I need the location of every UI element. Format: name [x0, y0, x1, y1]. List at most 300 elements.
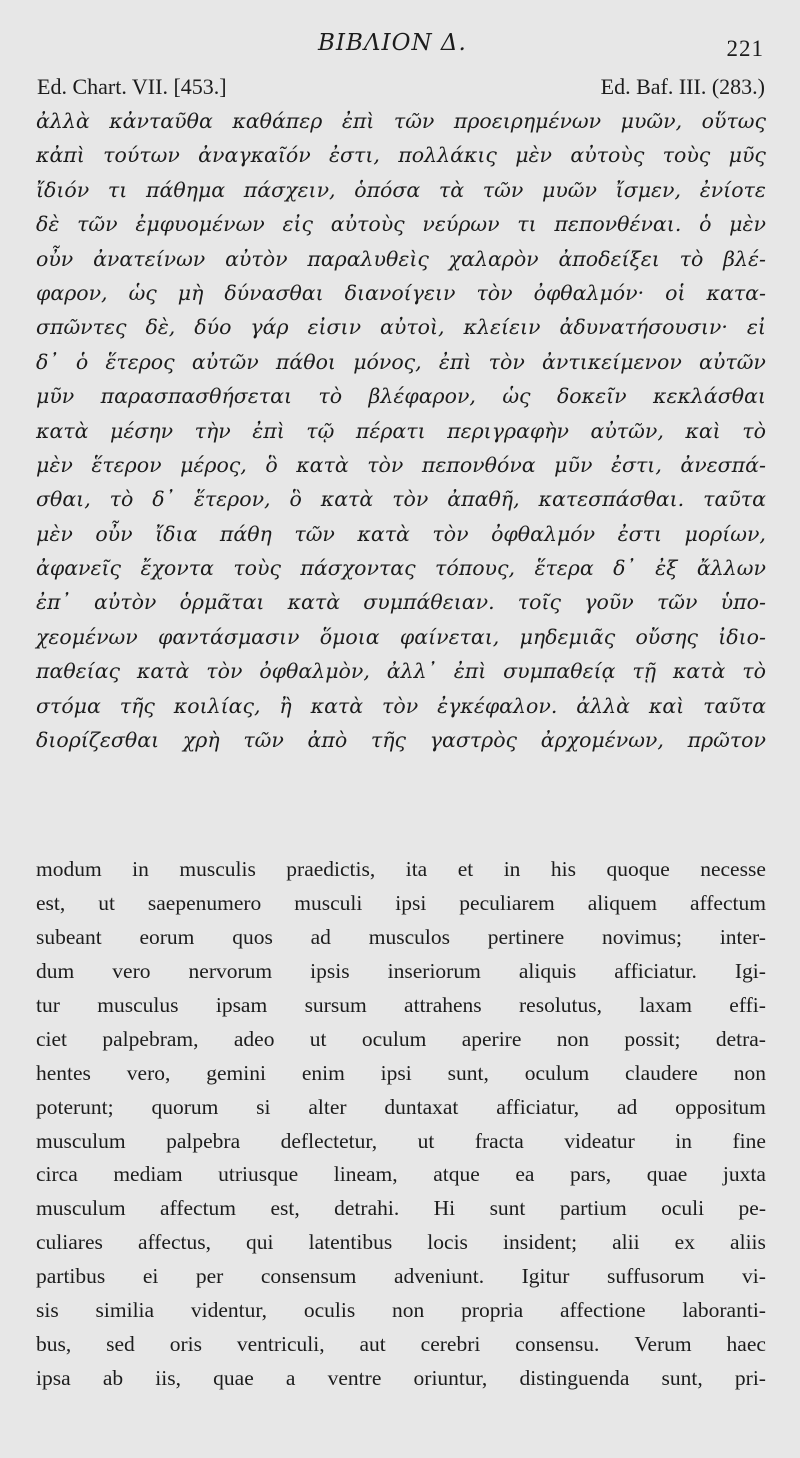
word: ἐγκέφαλον.	[437, 693, 558, 718]
word: ad	[310, 924, 331, 949]
greek-line	[36, 517, 766, 551]
word: ἕτερον	[91, 452, 162, 477]
word: μηδεμιᾶς	[519, 624, 616, 649]
word: μὲν	[36, 452, 73, 477]
word: ὀφθαλμόν	[491, 521, 596, 546]
word: et	[457, 857, 474, 881]
word: musculis	[179, 857, 256, 881]
word: κατὰ	[296, 452, 349, 477]
word: κἀνταῦθα	[109, 109, 213, 133]
word: latentibus	[308, 1230, 393, 1255]
word: oculis	[303, 1298, 356, 1323]
page-number: 221	[726, 36, 764, 61]
word: τὸ	[109, 487, 134, 512]
word: videatur	[564, 1128, 635, 1153]
word: ὀφθαλμὸν,	[259, 659, 370, 684]
word: ἐμφυομένων	[135, 212, 265, 237]
word: ἀνατείνων	[93, 246, 206, 271]
word: πεπονθέναι.	[554, 212, 682, 237]
word: τι	[517, 212, 537, 237]
word: ut	[417, 1128, 435, 1153]
word: vero	[112, 958, 151, 983]
word: partibus	[36, 1264, 106, 1289]
word: γοῦν	[584, 590, 634, 615]
word: κατὰ	[136, 659, 190, 684]
word: affectus,	[137, 1230, 211, 1255]
word: modum	[36, 857, 102, 881]
word: palpebram,	[102, 1026, 199, 1051]
latin-line	[36, 1023, 766, 1057]
word: σπῶντες	[36, 315, 127, 340]
greek-line	[36, 310, 766, 344]
latin-line	[36, 1226, 766, 1260]
word: ἄλλων	[696, 556, 766, 581]
word: μὲν	[36, 521, 73, 546]
word: atque	[433, 1162, 480, 1187]
word: afficiatur.	[614, 958, 697, 983]
greek-line	[36, 207, 766, 241]
word: quorum	[151, 1094, 219, 1119]
word: necesse	[700, 857, 766, 881]
word: ὁ	[699, 212, 712, 237]
word: σθαι,	[36, 487, 91, 512]
word: est,	[36, 890, 66, 915]
word: ἐνίοτε	[699, 177, 766, 202]
word: suffusorum	[606, 1264, 705, 1289]
word: τῶν	[482, 177, 524, 202]
word: ἔχοντα	[140, 556, 214, 581]
word: ab	[102, 1366, 124, 1391]
word: quoque	[606, 857, 670, 881]
word: vi-	[742, 1264, 766, 1289]
word: Igitur	[521, 1264, 570, 1289]
word: δοκεῖν	[556, 384, 627, 409]
word: ἀναγκαῖόν	[198, 143, 311, 168]
word: oris	[169, 1332, 202, 1357]
word: attrahens	[404, 992, 482, 1017]
word: ἐπὶ	[341, 109, 375, 133]
word: ἀφανεῖς	[36, 556, 122, 581]
word: oppositum	[675, 1094, 766, 1119]
greek-line	[36, 723, 766, 757]
word: musculus	[97, 992, 179, 1017]
word: βλέ-	[723, 246, 766, 271]
word: adveniunt.	[393, 1264, 485, 1289]
word: φαρον,	[36, 280, 108, 305]
latin-line	[36, 1294, 766, 1328]
word: τὰ	[438, 177, 465, 202]
word: οὖν	[95, 521, 133, 546]
word: ἐστι,	[329, 143, 380, 168]
word: Verum	[634, 1332, 692, 1357]
word: ipsa	[36, 1366, 71, 1391]
word: τῆς	[370, 728, 407, 753]
word: νεύρων	[422, 212, 500, 237]
word: partium	[559, 1196, 627, 1221]
word: musculum	[36, 1128, 126, 1153]
word: lineam,	[333, 1162, 398, 1187]
word: non	[556, 1026, 589, 1051]
word: ἀδυνατήσουσιν·	[559, 315, 728, 340]
latin-line	[36, 1091, 766, 1125]
greek-line	[36, 138, 766, 172]
word: in	[503, 857, 521, 881]
word: κατὰ	[320, 487, 374, 512]
word: afficiatur,	[496, 1094, 580, 1119]
word: resolutus,	[519, 992, 603, 1017]
word: τὸν	[488, 349, 525, 374]
greek-line	[36, 654, 766, 688]
greek-line	[36, 104, 766, 138]
word: inseriorum	[387, 958, 481, 983]
word: δύνασθαι	[224, 280, 324, 305]
latin-line	[36, 1158, 766, 1192]
word: αὐτῶν	[191, 349, 259, 374]
word: μυῶν	[542, 177, 597, 202]
word: non	[392, 1298, 425, 1323]
word: στόμα	[36, 693, 101, 718]
word: ὁ	[75, 349, 89, 374]
word: per	[195, 1264, 224, 1289]
word: consensu.	[515, 1332, 600, 1357]
word: nervorum	[188, 958, 273, 983]
word: ἐστι,	[610, 452, 662, 477]
word: αὐτὸν	[225, 246, 288, 271]
word: eorum	[139, 924, 195, 949]
word: ὁρμᾶται	[179, 590, 265, 615]
word: μῦν	[554, 452, 593, 477]
word: mediam	[113, 1162, 183, 1187]
word: affectum	[160, 1196, 237, 1221]
latin-line	[36, 887, 766, 921]
word: ciet	[36, 1026, 68, 1051]
word: οὔσης	[635, 624, 699, 649]
word: praedictis,	[286, 857, 376, 881]
word: saepenumero	[147, 890, 262, 915]
word: fracta	[474, 1128, 524, 1153]
word: βλέφαρον,	[368, 384, 476, 409]
word: ἕτερον,	[193, 487, 271, 512]
word: τὸ	[742, 418, 766, 443]
word: non	[733, 1060, 766, 1085]
word: ἢ	[279, 693, 292, 718]
word: τὴν	[194, 418, 231, 443]
word: μόνος,	[353, 349, 422, 374]
word: similia	[95, 1298, 155, 1323]
word: μῦς	[728, 143, 766, 168]
word: τὸν	[392, 487, 429, 512]
word: κλείειν	[463, 315, 541, 340]
word: τὸν	[432, 521, 469, 546]
word: κατὰ	[36, 418, 89, 443]
word: τῶν	[393, 109, 435, 133]
word: πέρατι	[355, 418, 426, 443]
word: συμπαθείᾳ	[503, 659, 616, 684]
word: μέρος,	[180, 452, 247, 477]
word: cerebri	[420, 1332, 481, 1357]
word: alter	[308, 1094, 347, 1119]
word: προειρημένων	[453, 109, 602, 133]
word: effi-	[729, 992, 766, 1017]
word: εἰ	[746, 315, 766, 340]
word: pertinere	[487, 924, 565, 949]
latin-line	[36, 955, 766, 989]
word: possit;	[624, 1026, 681, 1051]
word: ventriculi,	[236, 1332, 325, 1357]
word: affectum	[689, 890, 766, 915]
word: χεομένων	[36, 624, 138, 649]
word: quos	[232, 924, 273, 949]
word: πρῶτον	[687, 728, 766, 753]
word: bus,	[36, 1332, 72, 1357]
word: παθείας	[36, 659, 121, 684]
word: πεπονθόνα	[421, 452, 536, 477]
word: aliquem	[587, 890, 657, 915]
word: laxam	[639, 992, 692, 1017]
word: palpebra	[166, 1128, 241, 1153]
latin-line	[36, 853, 766, 887]
word: χρὴ	[182, 728, 220, 753]
word: τὸ	[742, 659, 766, 684]
word: alii	[612, 1230, 640, 1255]
word: novimus;	[601, 924, 683, 949]
word: claudere	[625, 1060, 698, 1085]
word: insident;	[502, 1230, 578, 1255]
word: aperire	[461, 1026, 522, 1051]
word: sursum	[304, 992, 367, 1017]
word: χαλαρὸν	[448, 246, 539, 271]
word: κἀπὶ	[36, 143, 85, 168]
word: κατὰ	[310, 693, 364, 718]
word: τούτων	[103, 143, 180, 168]
word: τοὺς	[233, 556, 281, 581]
word: ex	[674, 1230, 695, 1255]
word: his	[550, 857, 576, 881]
latin-line	[36, 921, 766, 955]
word: fine	[732, 1128, 766, 1153]
word: hentes	[36, 1060, 91, 1085]
word: καὶ	[685, 418, 721, 443]
word: ἐστι	[617, 521, 662, 546]
word: κατὰ	[357, 521, 410, 546]
word: γάρ	[250, 315, 289, 340]
word: iis,	[155, 1366, 181, 1391]
edition-chartier: Ed. Chart. VII. [453.]	[37, 74, 227, 99]
word: ἐπὶ	[252, 418, 285, 443]
word: videntur,	[190, 1298, 268, 1323]
word: duntaxat	[384, 1094, 459, 1119]
word: γαστρὸς	[429, 728, 518, 753]
word: ἕτερα	[534, 556, 594, 581]
word: τῆς	[119, 693, 155, 718]
greek-line	[36, 379, 766, 413]
word: εἰς	[282, 212, 314, 237]
word: αὐτῶν	[699, 349, 766, 374]
latin-line	[36, 1125, 766, 1159]
word: ἀπὸ	[307, 728, 348, 753]
word: musculum	[36, 1196, 126, 1221]
latin-translation	[36, 853, 766, 1396]
word: μῦν	[36, 384, 75, 409]
word: τῶν	[243, 728, 284, 753]
word: oculi	[661, 1196, 705, 1221]
word: αὐτοὺς	[330, 212, 405, 237]
word: ὃ	[265, 452, 278, 477]
word: pars,	[569, 1162, 612, 1187]
word: τὸν	[367, 452, 404, 477]
greek-line	[36, 345, 766, 379]
word: δύο	[194, 315, 232, 340]
word: sunt,	[447, 1060, 489, 1085]
word: πάσχοντας	[300, 556, 416, 581]
word: μὲν	[515, 143, 553, 168]
word: circa	[36, 1162, 78, 1187]
word: consensum	[260, 1264, 357, 1289]
word: πάθημα	[146, 177, 226, 202]
word: αὐτοὶ,	[380, 315, 445, 340]
word: τὸν	[206, 659, 243, 684]
word: ipsi	[380, 1060, 412, 1085]
word: sunt	[489, 1196, 526, 1221]
word: κατὰ	[287, 590, 341, 615]
word: αὐτῶν,	[590, 418, 664, 443]
word: ἴδιόν	[36, 177, 90, 202]
word: ita	[405, 857, 428, 881]
word: τὸ	[318, 384, 343, 409]
greek-line	[36, 173, 766, 207]
word: subeant	[36, 924, 102, 949]
latin-line	[36, 1057, 766, 1091]
word: adeo	[233, 1026, 275, 1051]
word: τῷ	[306, 418, 335, 443]
word: δ᾽	[36, 349, 59, 374]
word: τοὺς	[662, 143, 711, 168]
word: διορίζεσθαι	[36, 728, 160, 753]
word: ventre	[327, 1366, 382, 1391]
word: ὡς	[128, 280, 157, 305]
word: est,	[270, 1196, 300, 1221]
word: καθάπερ	[232, 109, 323, 133]
word: aliis	[730, 1230, 766, 1255]
word: εἰσιν	[307, 315, 362, 340]
word: αὐτὸν	[93, 590, 157, 615]
word: οὕτως	[701, 109, 766, 133]
word: quae	[213, 1366, 254, 1391]
word: πολλάκις	[398, 143, 497, 168]
word: φαντάσμασιν	[157, 624, 300, 649]
word: poterunt;	[36, 1094, 114, 1119]
latin-line	[36, 1192, 766, 1226]
word: μὴ	[177, 280, 204, 305]
word: τοῖς	[517, 590, 561, 615]
word: enim	[301, 1060, 345, 1085]
word: locis	[427, 1230, 468, 1255]
word: ταῦτα	[703, 487, 766, 512]
word: distinguenda	[519, 1366, 630, 1391]
book-title: ΒΙΒΛΙΟΝ Δ.	[318, 30, 467, 56]
word: oriuntur,	[413, 1366, 488, 1391]
word: κατεσπάσθαι.	[538, 487, 685, 512]
word: sed	[106, 1332, 135, 1357]
latin-line	[36, 1328, 766, 1362]
word: ad	[616, 1094, 638, 1119]
word: sunt,	[661, 1366, 703, 1391]
word: περιγραφὴν	[447, 418, 569, 443]
word: κεκλάσθαι	[653, 384, 766, 409]
word: τῇ	[632, 659, 656, 684]
word: ea	[515, 1162, 535, 1187]
word: deflectetur,	[280, 1128, 378, 1153]
word: τὸν	[382, 693, 419, 718]
word: culiares	[36, 1230, 103, 1255]
word: detra-	[715, 1026, 766, 1051]
word: ut	[98, 890, 115, 915]
word: οὖν	[36, 246, 74, 271]
word: utriusque	[218, 1162, 299, 1187]
greek-line	[36, 448, 766, 482]
word: vero,	[126, 1060, 171, 1085]
word: laboranti-	[682, 1298, 766, 1323]
word: παραλυθεὶς	[307, 246, 429, 271]
word: ἀνεσπά-	[680, 452, 766, 477]
word: δὲ	[36, 212, 60, 237]
word: Igi-	[734, 958, 766, 983]
word: ἰδιο-	[718, 624, 766, 649]
word: τὸν	[476, 280, 513, 305]
word: inter-	[719, 924, 766, 949]
word: a	[285, 1366, 296, 1391]
word: τῶν	[77, 212, 118, 237]
word: τῶν	[656, 590, 698, 615]
word: οἱ	[665, 280, 686, 305]
word: δ᾽	[613, 556, 636, 581]
word: juxta	[722, 1162, 766, 1187]
latin-line	[36, 1260, 766, 1294]
word: μέσην	[110, 418, 174, 443]
word: ἐπὶ	[453, 659, 487, 684]
word: sis	[36, 1298, 59, 1323]
word: detrahi.	[334, 1196, 400, 1221]
word: ἴσμεν,	[615, 177, 682, 202]
word: oculum	[524, 1060, 590, 1085]
word: δ᾽	[152, 487, 175, 512]
word: propria	[461, 1298, 524, 1323]
word: κοιλίας,	[173, 693, 261, 718]
word: μορίων,	[684, 521, 766, 546]
word: quae	[646, 1162, 688, 1187]
word: συμπάθειαν.	[363, 590, 495, 615]
running-head	[0, 28, 800, 62]
word: ὡς	[502, 384, 531, 409]
word: ipsi	[395, 890, 427, 915]
word: peculiarem	[459, 890, 555, 915]
word: ἀλλ᾽	[386, 659, 437, 684]
word: ipsam	[215, 992, 268, 1017]
word: πάσχειν,	[243, 177, 336, 202]
word: τῶν	[294, 521, 335, 546]
greek-line	[36, 689, 766, 723]
edition-basel: Ed. Baf. III. (283.)	[600, 74, 765, 99]
word: ἀλλὰ	[36, 109, 90, 133]
greek-line	[36, 242, 766, 276]
edition-line	[37, 74, 765, 104]
word: musculi	[294, 890, 363, 915]
latin-line	[36, 989, 766, 1023]
word: τὸ	[679, 246, 704, 271]
word: ut	[309, 1026, 327, 1051]
greek-line	[36, 482, 766, 516]
word: tur	[36, 992, 60, 1017]
